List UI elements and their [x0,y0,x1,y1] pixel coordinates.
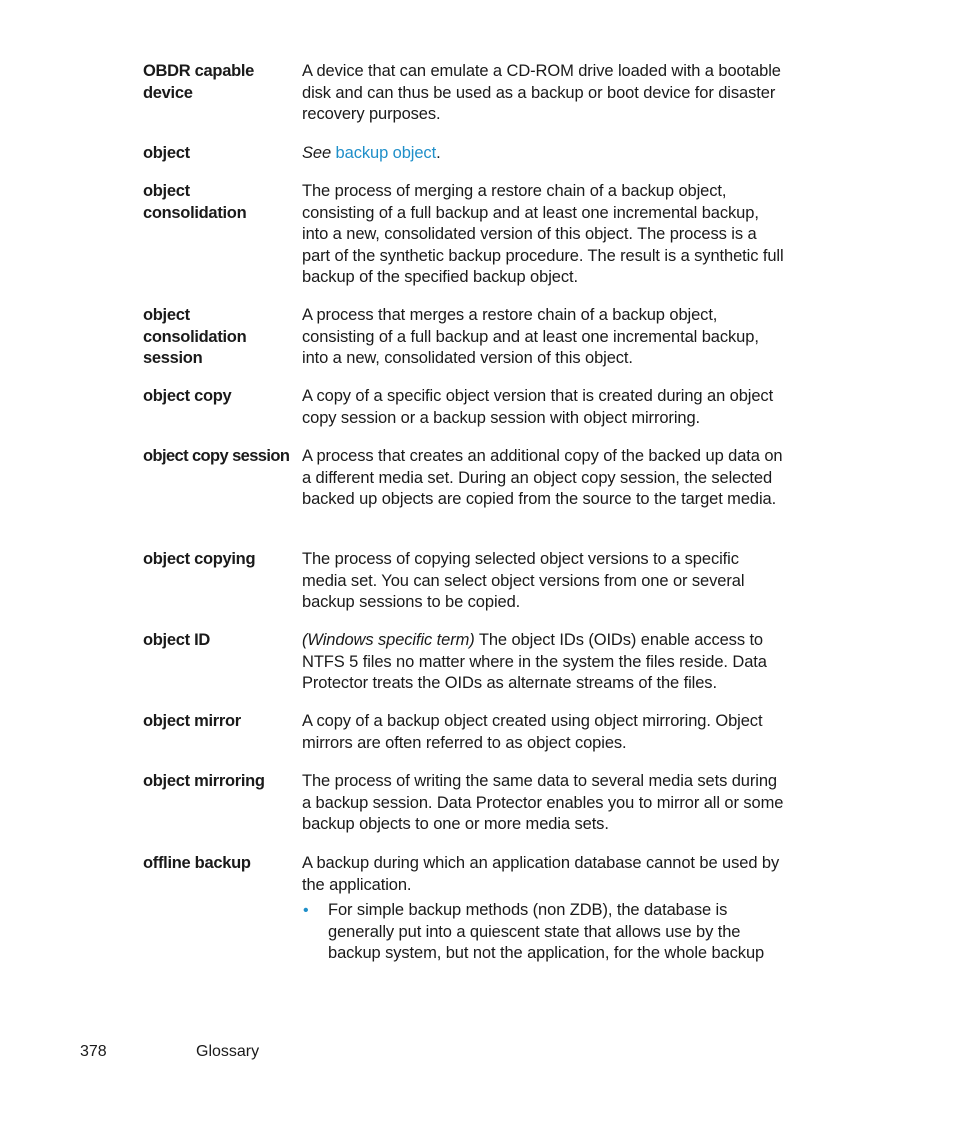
definition-text: A device that can emulate a CD-ROM drive loaded with a bootable disk and can thus be used as a backup or boot device for disaster recovery purposes. [302,62,781,123]
definition-text: A backup during which an application database cannot be used by the application. [302,854,780,894]
definition-text: A copy of a backup object created using object mirroring. Object mirrors are often referred to as object copies. [302,712,763,752]
bullet-text: For simple backup methods (non ZDB), the database is generally put into a quiescent state that allows use by the backup system, but not the application, for the whole backup [328,901,765,962]
term-label: OBDR capable device [143,62,255,102]
term-label: object copying [143,550,256,568]
definition-text [302,143,787,165]
definition-text [302,630,787,695]
backup-object-link[interactable]: backup object [335,144,437,162]
page-number: 378 [80,1043,107,1060]
definition-block [302,853,787,965]
definition-text: A process that merges a restore chain of a backup object, consisting of a full backup and at least one incremental backup, into a new, consolidated version of this object. [302,306,759,367]
footer-section-label: Glossary [196,1043,260,1060]
bullet-list-item [302,900,787,965]
see-prefix: See [302,144,332,162]
definition-text: A copy of a specific object version that is created during an object copy session or a backup session with object mirroring. [302,387,774,427]
definition-text: The process of copying selected object versions to a specific media set. You can select object versions from one or several backup sessions to be copied. [302,550,745,611]
term-label: object copy [143,387,232,405]
definition-qualifier: (Windows specific term) [302,631,475,649]
term-label: object consolidation [143,182,247,222]
term-label: object mirroring [143,772,265,790]
definition-body: The object IDs (OIDs) enable access to NTFS 5 files no matter where in the system the files reside. Data Protector treats the OIDs as alternate streams of the files. [302,631,767,692]
term-label: object [143,144,190,162]
term-label: object consolidation session [143,306,247,367]
definition-text: A process that creates an additional copy of the backed up data on a different media set. During an object copy session, the selected backed up objects are copied from the source to the target media. [302,447,783,508]
definition-text: The process of merging a restore chain of a backup object, consisting of a full backup and at least one incremental backup, into a new, consolidated version of this object. The process is a part of the synthetic backup procedure. The result is a synthetic full backup of the specified backup object. [302,182,784,286]
term-label: object mirror [143,712,241,730]
definition-text: The process of writing the same data to several media sets during a backup session. Data Protector enables you to mirror all or some backup objects to one or more media sets. [302,772,784,833]
term-label: offline backup [143,854,251,872]
term-label: object copy session [143,447,290,465]
bullet-icon: • [303,902,309,919]
term-label: object ID [143,631,210,649]
see-suffix: . [436,144,441,162]
